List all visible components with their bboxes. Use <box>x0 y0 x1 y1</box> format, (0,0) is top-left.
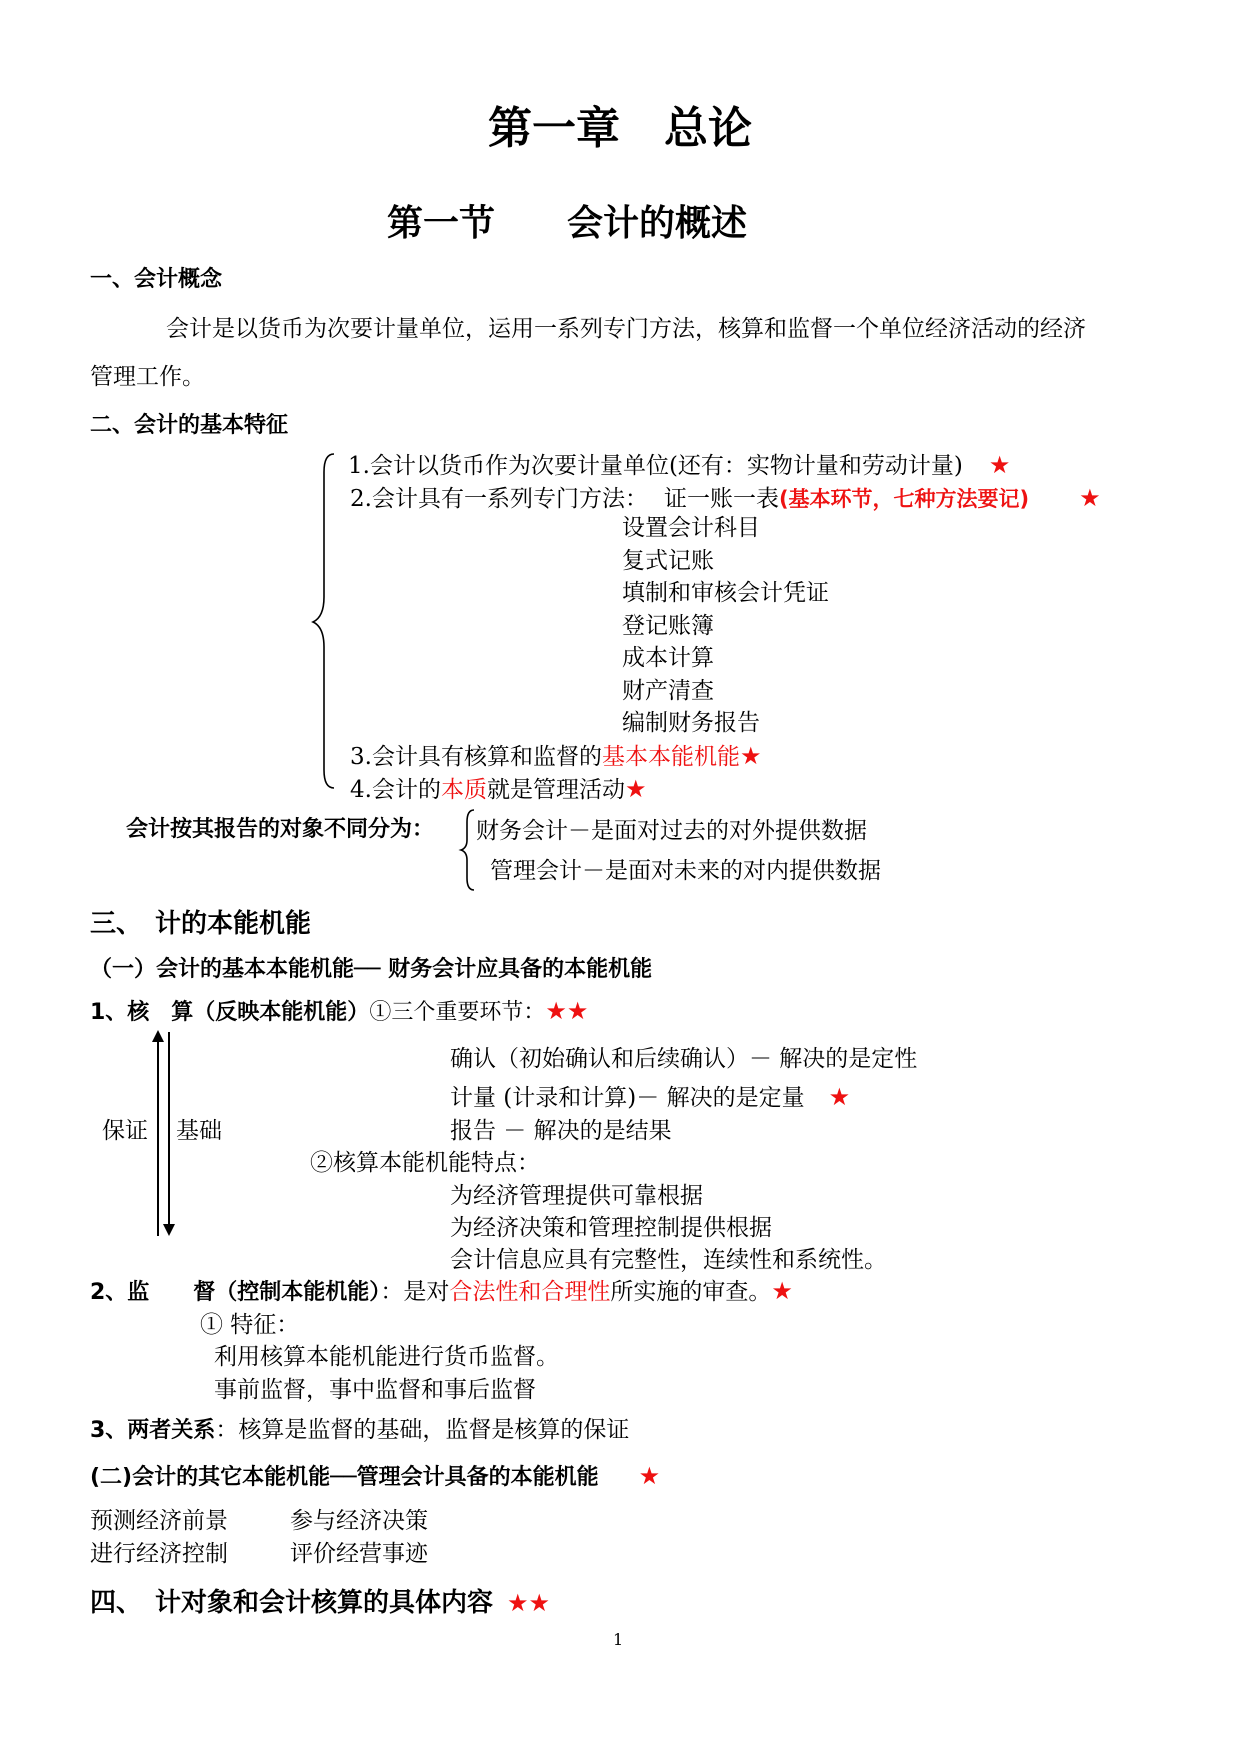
step-item: 确认（初始确认和后续确认）－ 解决的是定性 <box>450 1046 918 1072</box>
method-item: 编制财务报告 <box>622 710 760 736</box>
arrow-up-label: 保证 <box>102 1118 148 1144</box>
methods-list <box>622 512 829 740</box>
classify-item-2: 管理会计－是面对未来的对内提供数据 <box>490 858 881 884</box>
accounting-item-3-label: 3、两者关系 <box>90 1418 216 1443</box>
star-icon: ★ <box>988 451 1011 479</box>
accounting-item-2-label: 2、监 督（控制本能机能） <box>90 1280 381 1305</box>
part3-sub2-heading <box>90 1460 660 1491</box>
feature-item-3-highlight: 基本本能机能 <box>601 744 740 770</box>
other-function: 评价经营事迹 <box>290 1541 428 1567</box>
method-item: 设置会计科目 <box>622 515 760 541</box>
part4-heading <box>90 1582 550 1619</box>
other-function: 预测经济前景 <box>90 1508 228 1534</box>
part2-heading: 二、会计的基本特征 <box>90 413 289 438</box>
part1-text-line1: 会计是以货币为次要计量单位，运用一系列专门方法，核算和监督一个单位经济活动的经济 <box>166 316 1086 342</box>
feature-item-1 <box>348 447 1010 480</box>
feature-item-3-prefix: 3.会计具有核算和监督的 <box>350 744 602 770</box>
other-function: 进行经济控制 <box>90 1541 228 1567</box>
star-icon: ★ <box>624 775 647 803</box>
feature-item-1-text: 1.会计以货币作为次要计量单位(还有：实物计量和劳动计量) <box>348 453 963 479</box>
star-icon: ★ <box>771 1277 793 1305</box>
supervision-feature-title: ① 特征： <box>200 1312 300 1338</box>
star-icon: ★ <box>1079 484 1101 512</box>
other-function: 参与经济决策 <box>290 1508 428 1534</box>
features-brace <box>310 452 340 792</box>
feature-item-4-suffix: 就是管理活动 <box>486 777 625 803</box>
chapter-title: 第一章 总论 <box>488 103 752 154</box>
accounting-item-1-label: 1、核 算（反映本能机能） <box>90 1000 370 1025</box>
accounting-item-2-suffix: 所实施的审查。 <box>610 1279 772 1305</box>
supervision-feature: 事前监督，事中监督和事后监督 <box>214 1377 536 1403</box>
accounting-item-2 <box>90 1273 793 1306</box>
page-number: 1 <box>613 1630 624 1649</box>
method-item: 成本计算 <box>622 645 714 671</box>
star-icon: ★ <box>638 1462 661 1490</box>
method-item: 复式记账 <box>622 547 714 574</box>
accounting-item-2-prefix: ：是对 <box>380 1279 450 1305</box>
accounting-item-3 <box>90 1411 629 1444</box>
star-icon: ★ <box>528 1589 551 1617</box>
features-title: ②核算本能机能特点： <box>310 1150 540 1176</box>
part4-heading-text: 四、 计对象和会计核算的具体内容 <box>90 1588 494 1618</box>
star-icon: ★ <box>828 1083 851 1111</box>
part3-heading: 三、 计的本能机能 <box>90 909 312 939</box>
feature-item-2-prefix: 2.会计具有一系列专门方法： <box>350 486 648 512</box>
star-icon: ★ <box>566 997 589 1025</box>
accounting-item-2-highlight: 合法性和合理性 <box>449 1279 611 1305</box>
method-item: 财产清查 <box>622 677 714 704</box>
step-item <box>450 1079 850 1112</box>
step-item-text: 计量 (计录和计算)－ 解决的是定量 <box>450 1085 805 1111</box>
supervision-feature: 利用核算本能机能进行货币监督。 <box>214 1344 559 1370</box>
star-icon: ★ <box>507 1589 529 1617</box>
feature-point: 为经济管理提供可靠根据 <box>450 1183 703 1209</box>
star-icon: ★ <box>739 742 762 770</box>
star-icon: ★ <box>545 997 567 1025</box>
feature-item-4 <box>350 771 646 804</box>
classify-brace <box>458 808 478 892</box>
step-item: 报告 － 解决的是结果 <box>450 1118 672 1144</box>
accounting-item-3-text: ：核算是监督的基础，监督是核算的保证 <box>215 1417 630 1443</box>
classify-item-1: 财务会计－是面对过去的对外提供数据 <box>476 818 867 844</box>
feature-item-2-middle: 证一账一表 <box>663 486 779 512</box>
part3-sub2-heading-text: (二)会计的其它本能机能──管理会计具备的本能机能 <box>90 1465 599 1490</box>
classify-label: 会计按其报告的对象不同分为： <box>126 817 435 842</box>
part1-heading: 一、会计概念 <box>90 267 223 292</box>
feature-point: 为经济决策和管理控制提供根据 <box>450 1215 772 1241</box>
method-item: 填制和审核会计凭证 <box>622 580 829 606</box>
feature-item-4-prefix: 4.会计的 <box>350 777 441 803</box>
part1-text-line2: 管理工作。 <box>90 364 205 390</box>
feature-point: 会计信息应具有完整性，连续性和系统性。 <box>450 1247 887 1273</box>
arrow-down-label: 基础 <box>176 1118 222 1144</box>
method-item: 登记账簿 <box>622 612 714 639</box>
section-title: 第一节 会计的概述 <box>387 203 748 244</box>
feature-item-4-highlight: 本质 <box>440 777 487 803</box>
feature-item-2-note: (基本环节，七种方法要记) <box>778 487 1030 511</box>
feature-item-2 <box>350 480 1101 513</box>
accounting-item-1 <box>90 995 588 1026</box>
feature-item-3 <box>350 738 761 771</box>
part3-sub1-heading: （一）会计的基本本能机能── 财务会计应具备的本能机能 <box>90 957 653 982</box>
accounting-item-1-text: ①三个重要环节： <box>369 1000 546 1025</box>
